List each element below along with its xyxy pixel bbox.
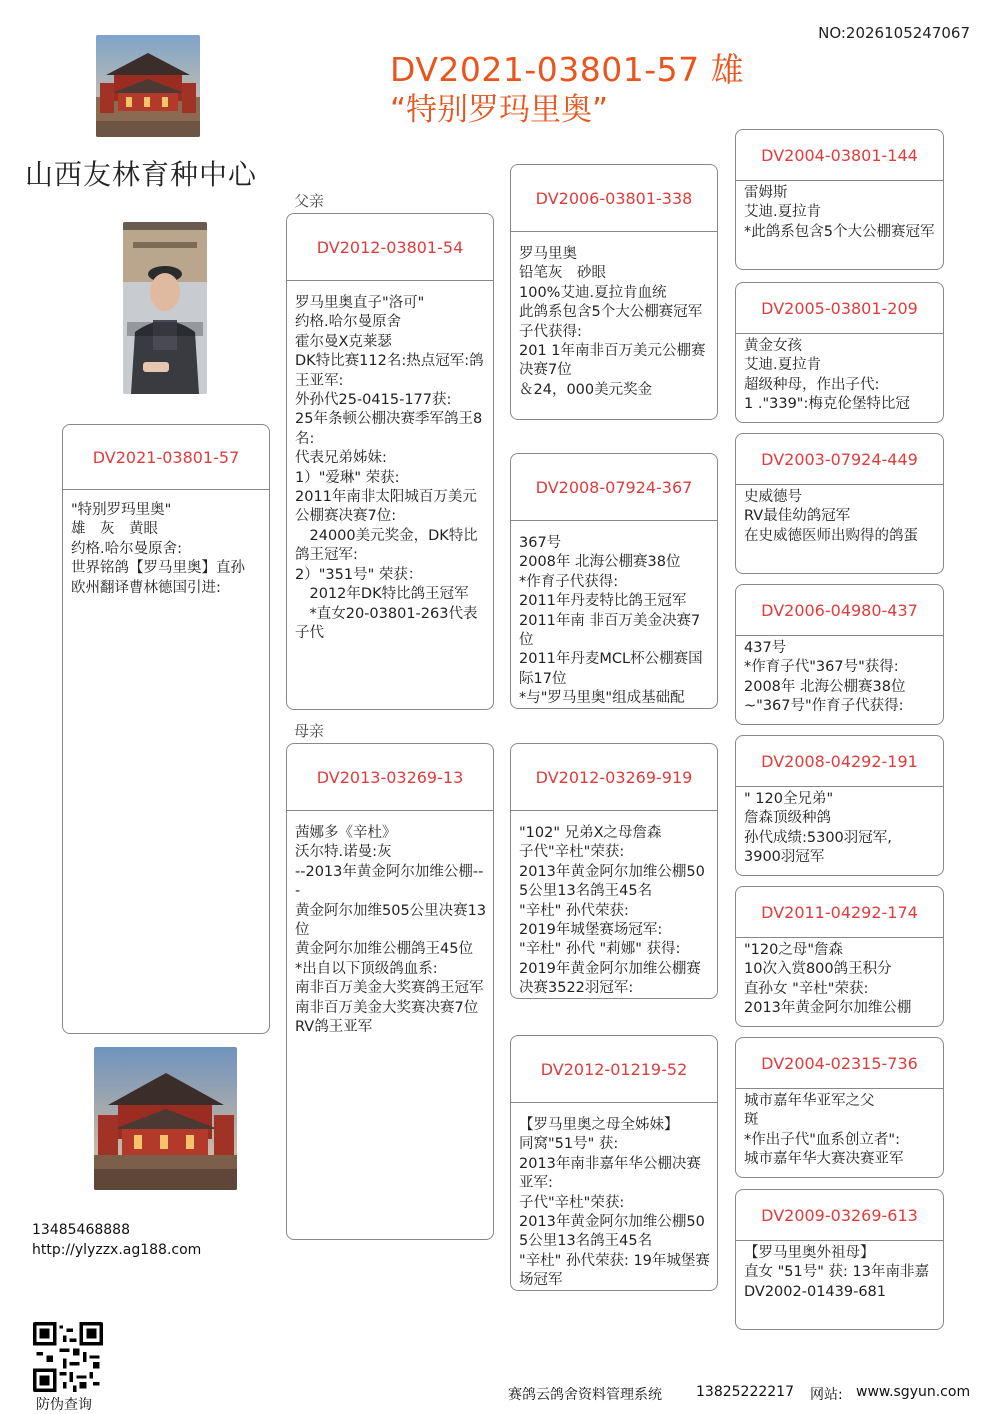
great-grandparent-details: 雷姆斯 艾迪.夏拉肯 *此鸽系包含5个大公棚赛冠军	[744, 185, 935, 240]
dam-sire-details: "102" 兄弟X之母詹森 子代"辛杜"荣获: 2013年黄金阿尔加维公棚505公里13名鸽王45名 "辛杜" 孙代荣获: 2019年城堡赛场冠军: "辛杜" 孙代 "莉娜" 获得: 2019年黄金阿尔加维公棚赛决赛3522羽冠军:	[519, 825, 705, 997]
dam-sire-ring: DV2012-03269-919	[511, 744, 717, 811]
footer-site[interactable]: www.sgyun.com	[856, 1384, 971, 1400]
great-grandparent-details: 城市嘉年华亚军之父 斑 *作出子代"血系创立者": 城市嘉年华大赛决赛亚军	[744, 1093, 904, 1168]
breeder-portrait-photo	[123, 222, 207, 394]
contact-url[interactable]: http://ylyzzx.ag188.com	[32, 1242, 202, 1258]
dam-label: 母亲	[294, 722, 325, 740]
sire-dam-details: 367号 2008年 北海公棚赛38位 *作育子代获得: 2011年丹麦特比鸽王冠军 2011年南 非百万美金决赛7位 2011年丹麦MCL杯公棚赛国际17位 *与"罗马里奥"组成基础配	[519, 535, 703, 707]
great-grandparent-details: "120之母"詹森 10次入赏800鸽王积分 直孙女 "辛杜"荣获: 2013年黄金阿尔加维公棚	[744, 942, 912, 1017]
sire-sire-details: 罗马里奥 铅笔灰 砂眼 100%艾迪.夏拉肯血统 此鸽系包含5个大公棚赛冠军 子代获得: 201 1年南非百万美元公棚赛决赛7位 ＆24，000美元奖金	[519, 246, 706, 398]
breeding-center-name: 山西友林育种中心	[25, 158, 258, 191]
pigeon-ring-title: DV2021-03801-57 雄	[390, 50, 745, 89]
great-grandparent-details: " 120全兄弟" 詹森顶级种鸽 孙代成绩:5300羽冠军, 3900羽冠军	[744, 791, 892, 866]
great-grandparent-card[interactable]	[735, 886, 944, 1027]
great-grandparent-details: 史威德号 RV最佳幼鸽冠军 在史威德医师出购得的鸽蛋	[744, 489, 918, 544]
pigeon-name-title: “特别罗玛里奥”	[390, 92, 609, 128]
great-grandparent-ring: DV2004-03801-144	[736, 130, 943, 181]
great-grandparent-ring: DV2003-07924-449	[736, 434, 943, 485]
loft-building-photo-bottom	[94, 1047, 237, 1190]
great-grandparent-ring: DV2008-04292-191	[736, 736, 943, 787]
qr-label: 防伪查询	[36, 1397, 92, 1413]
great-grandparent-card[interactable]	[735, 433, 944, 574]
great-grandparent-details: 437号 *作育子代"367号"获得: 2008年 北海公棚赛38位 ~"367号"作育子代获得:	[744, 640, 906, 715]
dam-details: 茜娜多《辛杜》 沃尔特.诺曼:灰 --2013年黄金阿尔加维公棚--- 黄金阿尔加维505公里决赛13位 黄金阿尔加维公棚鸽王45位 *出自以下顶级鸽血系: 南非百万美金大奖赛鸽王冠军 南非百万美金大奖赛决赛7位 RV鸽王亚军	[295, 825, 487, 1036]
great-grandparent-ring: DV2011-04292-174	[736, 887, 943, 938]
dam-ring: DV2013-03269-13	[287, 744, 493, 811]
subject-ring: DV2021-03801-57	[63, 425, 269, 490]
great-grandparent-card[interactable]	[735, 584, 944, 725]
sire-label: 父亲	[294, 192, 325, 210]
great-grandparent-card[interactable]	[735, 735, 944, 876]
dam-dam-card[interactable]	[510, 1035, 718, 1291]
sire-details: 罗马里奥直子"洛可" 约格.哈尔曼原舍 霍尔曼X克莱瑟 DK特比赛112名:热点冠军:鸽王亚军: 外孙代25-0415-177获: 25年条顿公棚决赛季军鸽王8名: 代表兄弟姊妹: 1）"爱琳" 荣获: 2011年南非太阳城百万美元公棚赛决赛7位: 24000美元奖金，DK特比鸽王冠军: 2）"351号" 荣获： 2012年DK特比鸽王冠军 *直女20-03801-263代表子代	[295, 295, 484, 641]
footer-phone: 13825222217	[696, 1384, 794, 1400]
sire-sire-card[interactable]	[510, 164, 718, 420]
footer-site-label: 网站:	[810, 1387, 843, 1403]
contact-phone: 13485468888	[32, 1222, 130, 1238]
great-grandparent-card[interactable]	[735, 129, 944, 270]
great-grandparent-ring: DV2006-04980-437	[736, 585, 943, 636]
dam-card[interactable]	[286, 743, 494, 1240]
great-grandparent-details: 【罗马里奥外祖母】 直女 "51号" 获: 13年南非嘉 DV2002-01439-681	[744, 1245, 929, 1300]
great-grandparent-card[interactable]	[735, 1037, 944, 1178]
sire-dam-ring: DV2008-07924-367	[511, 454, 717, 521]
great-grandparent-card[interactable]	[735, 282, 944, 423]
subject-card[interactable]	[62, 424, 270, 1034]
loft-building-photo	[96, 35, 200, 137]
great-grandparent-details: 黄金女孩 艾迪.夏拉肯 超级种母，作出子代: 1 ."339":梅克伦堡特比冠	[744, 338, 910, 413]
great-grandparent-ring: DV2005-03801-209	[736, 283, 943, 334]
qr-code[interactable]	[33, 1322, 103, 1392]
great-grandparent-ring: DV2009-03269-613	[736, 1190, 943, 1241]
great-grandparent-card[interactable]	[735, 1189, 944, 1330]
dam-dam-details: 【罗马里奥之母全姊妹】 同窝"51号" 获: 2013年南非嘉年华公棚决赛亚军: 子代"辛杜"荣获: 2013年黄金阿尔加维公棚505公里13名鸽王45名 "辛杜" 孙代荣获: 19年城堡赛场冠军	[519, 1117, 710, 1289]
sire-sire-ring: DV2006-03801-338	[511, 165, 717, 232]
dam-dam-ring: DV2012-01219-52	[511, 1036, 717, 1103]
footer-system-name: 赛鸽云鸽舍资料管理系统	[508, 1387, 662, 1403]
sire-dam-card[interactable]	[510, 453, 718, 709]
sire-ring: DV2012-03801-54	[287, 214, 493, 281]
certificate-number: NO:2026105247067	[818, 24, 970, 42]
great-grandparent-ring: DV2004-02315-736	[736, 1038, 943, 1089]
sire-card[interactable]	[286, 213, 494, 710]
subject-details: "特别罗玛里奥" 雄 灰 黄眼 约格.哈尔曼原舍: 世界铭鸽【罗马里奥】直孙 欧州翻译曹林德国引进:	[71, 502, 245, 596]
dam-sire-card[interactable]	[510, 743, 718, 999]
